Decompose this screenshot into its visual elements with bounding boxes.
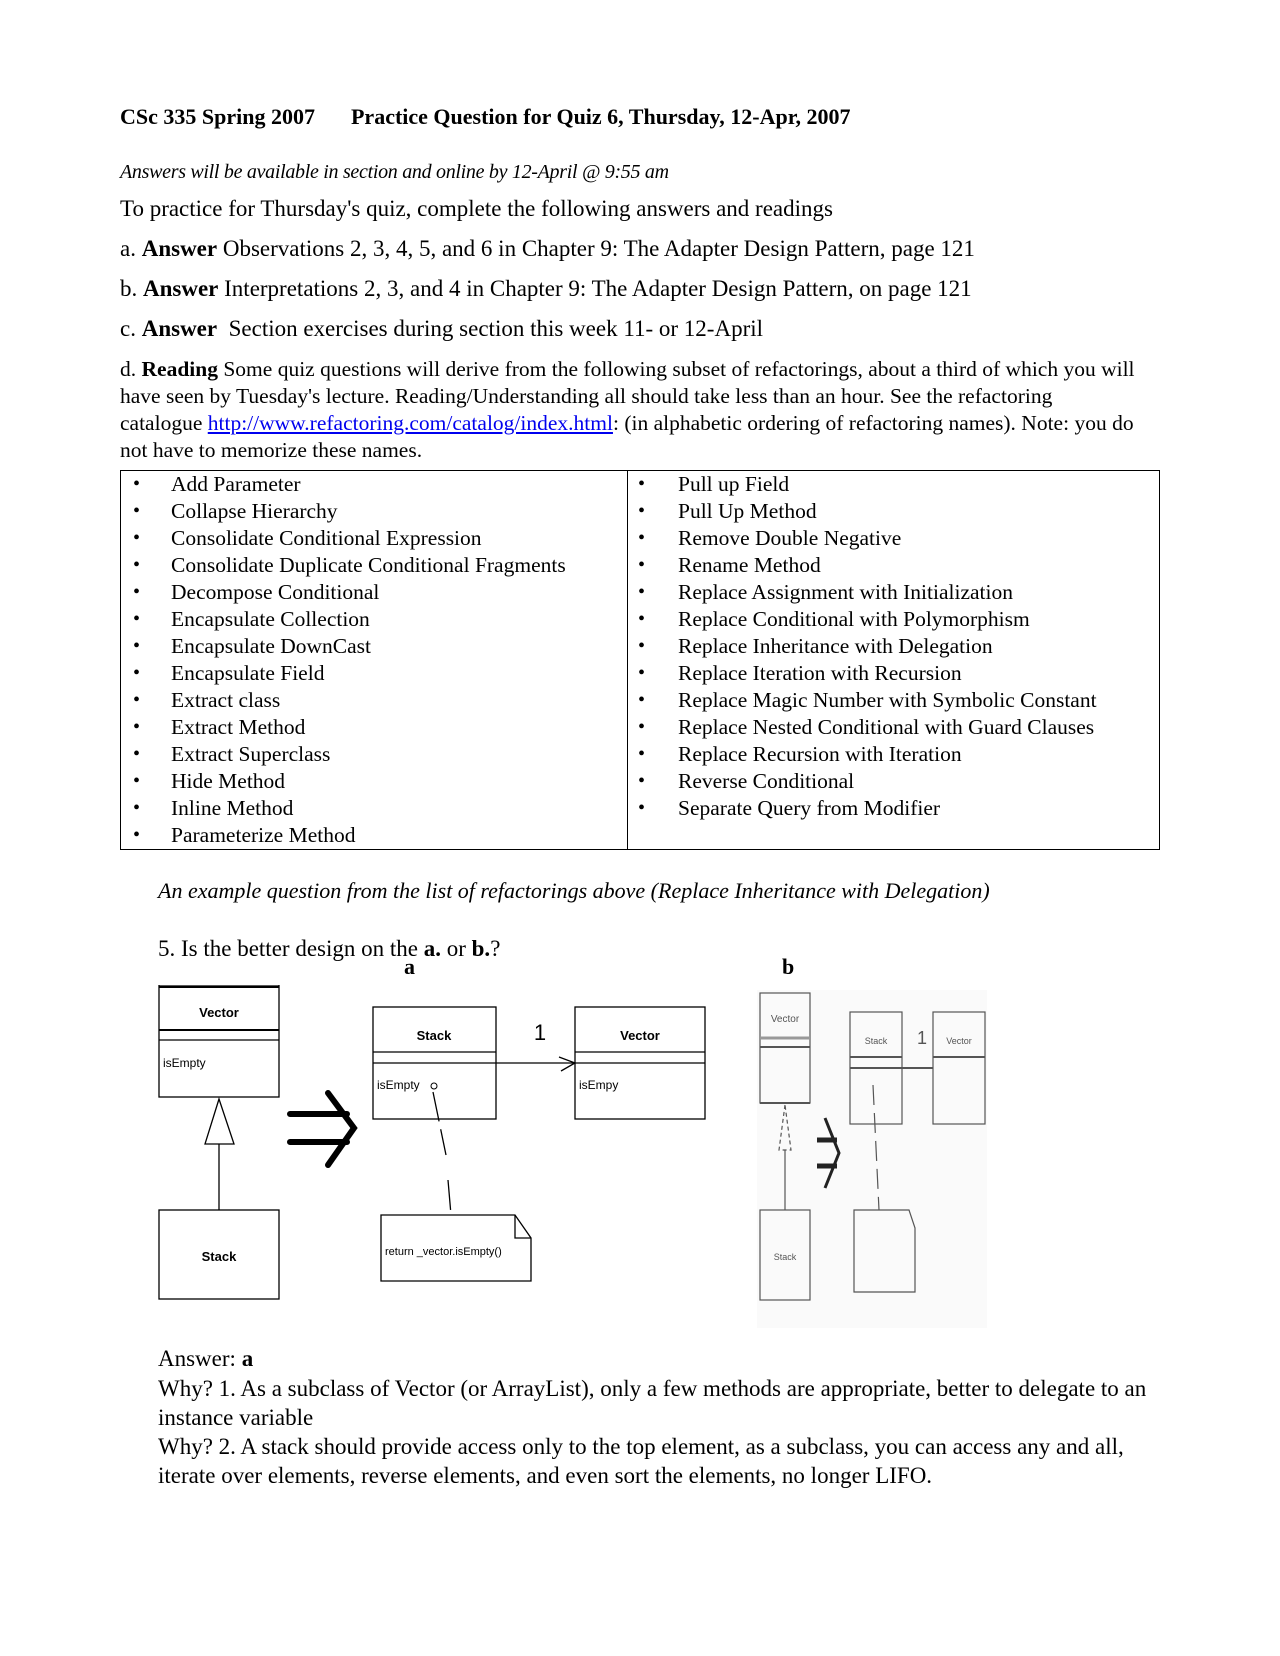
stack-class-name: Stack — [201, 1249, 237, 1264]
vector-class-name: Vector — [199, 1005, 239, 1020]
refactoring-name: Consolidate Duplicate Conditional Fragments — [171, 553, 566, 577]
refactoring-name: Replace Magic Number with Symbolic Constant — [678, 688, 1097, 712]
bullet-icon: • — [133, 743, 141, 765]
refactoring-name: Inline Method — [171, 796, 294, 820]
refactorings-list-left — [121, 471, 627, 849]
diagram-label-a: a — [404, 954, 415, 979]
refactoring-name: Parameterize Method — [171, 823, 356, 847]
refactoring-item — [628, 741, 1159, 768]
refactoring-name: Separate Query from Modifier — [678, 796, 941, 820]
refactoring-name: Rename Method — [678, 553, 821, 577]
availability-note: Answers will be available in section and online by 12-April @ 9:55 am — [120, 161, 669, 183]
refactoring-name: Add Parameter — [171, 472, 301, 496]
refactoring-item — [628, 768, 1159, 795]
bullet-icon: • — [638, 635, 646, 657]
vector-method: isEmpty — [163, 1056, 206, 1070]
refactoring-name: Encapsulate Collection — [171, 607, 370, 631]
refactorings-column-left — [121, 471, 628, 850]
task-c — [120, 316, 763, 342]
bullet-icon: • — [638, 527, 646, 549]
refactoring-item — [628, 687, 1159, 714]
refactoring-name: Extract Superclass — [171, 742, 331, 766]
refactoring-catalog-link[interactable]: http://www.refactoring.com/catalog/index.html — [207, 411, 613, 435]
refactoring-item — [628, 552, 1159, 579]
task-prefix: c. — [120, 316, 136, 341]
refactoring-name: Replace Assignment with Initialization — [678, 580, 1013, 604]
answer-why-1: Why? 1. As a subclass of Vector (or ArrayList), only a few methods are appropriate, better to delegate to an instance variable — [158, 1376, 1147, 1430]
refactoring-item — [628, 471, 1159, 498]
refactoring-name: Hide Method — [171, 769, 286, 793]
refactoring-item — [628, 795, 1159, 822]
bullet-icon: • — [133, 527, 141, 549]
task-b — [120, 276, 972, 302]
question-number: 5. — [158, 936, 176, 961]
refactoring-item — [121, 741, 627, 768]
refactorings-list-right — [628, 471, 1159, 822]
refactoring-name: Replace Inheritance with Delegation — [678, 634, 993, 658]
refactoring-item — [121, 768, 627, 795]
task-text: Section exercises during section this week 11- or 12-April — [217, 316, 764, 341]
task-prefix: a. — [120, 236, 136, 261]
vector-class-name-after: Vector — [620, 1028, 660, 1043]
bullet-icon: • — [638, 797, 646, 819]
refactoring-item — [628, 606, 1159, 633]
bullet-icon: • — [133, 608, 141, 630]
refactoring-item — [628, 498, 1159, 525]
answer-why-2: Why? 2. A stack should provide access only to the top element, as a subclass, you can access any and all, iterate over elements, reverse elements, and even sort the elements, no longer LIFO. — [158, 1434, 1124, 1488]
refactoring-name: Pull up Field — [678, 472, 790, 496]
stack-class-name-b: Stack — [773, 1252, 797, 1262]
refactorings-column-right — [628, 471, 1160, 850]
task-prefix: b. — [120, 276, 138, 301]
refactoring-item — [121, 471, 627, 498]
bullet-icon: • — [638, 689, 646, 711]
bullet-icon: • — [638, 743, 646, 765]
refactoring-name: Decompose Conditional — [171, 580, 380, 604]
bullet-icon: • — [133, 581, 141, 603]
bullet-icon: • — [133, 689, 141, 711]
refactoring-item — [121, 606, 627, 633]
reading-text-end: : (in alphabetic ordering of refactoring names). Note: you do not have to memorize these names. — [120, 411, 1134, 462]
refactoring-name: Replace Iteration with Recursion — [678, 661, 962, 685]
refactorings-table — [120, 470, 1160, 850]
refactoring-item — [121, 822, 627, 849]
example-intro: An example question from the list of refactorings above (Replace Inheritance with Delegation) — [158, 878, 990, 903]
task-text: Interpretations 2, 3, and 4 in Chapter 9: The Adapter Design Pattern, on page 121 — [218, 276, 972, 301]
vector-class-name-b: Vector — [770, 1014, 800, 1025]
refactoring-name: Extract Method — [171, 715, 306, 739]
refactoring-item — [121, 714, 627, 741]
bullet-icon: • — [638, 662, 646, 684]
multiplicity-b: 1 — [916, 1028, 928, 1048]
bullet-icon: • — [133, 824, 141, 846]
question-text: Is the better design on the — [175, 936, 424, 961]
refactoring-item — [628, 525, 1159, 552]
refactoring-name: Consolidate Conditional Expression — [171, 526, 482, 550]
refactoring-item — [121, 552, 627, 579]
refactoring-name: Encapsulate Field — [171, 661, 325, 685]
task-a — [120, 236, 975, 262]
diagram-label-b: b — [782, 954, 795, 979]
reading-text: Some quiz questions will derive from the following subset of refactorings, about a third of which you will have seen by Tuesday's lecture. Reading/Understanding all should take less than an hour. See the refactoring catalogue — [120, 357, 1135, 435]
bullet-icon: • — [638, 581, 646, 603]
bullet-icon: • — [638, 554, 646, 576]
vector-class-box — [159, 985, 279, 1097]
refactoring-item — [628, 633, 1159, 660]
stack-class-name-after: Stack — [416, 1028, 452, 1043]
bullet-icon: • — [638, 473, 646, 495]
bullet-icon: • — [638, 770, 646, 792]
bullet-icon: • — [638, 716, 646, 738]
stack-class-name-after-b: Stack — [864, 1036, 888, 1046]
task-keyword: Answer — [143, 276, 219, 301]
question-text: or — [440, 936, 472, 961]
bullet-icon: • — [133, 797, 141, 819]
refactoring-name: Replace Conditional with Polymorphism — [678, 607, 1030, 631]
bullet-icon: • — [638, 500, 646, 522]
bullet-icon: • — [133, 500, 141, 522]
course-label: CSc 335 Spring 2007 — [120, 104, 315, 129]
refactoring-item — [121, 633, 627, 660]
refactoring-item — [628, 660, 1159, 687]
refactoring-name: Replace Nested Conditional with Guard Clauses — [678, 715, 1095, 739]
quiz-title: Practice Question for Quiz 6, Thursday, 12-Apr, 2007 — [350, 104, 851, 129]
refactoring-item — [121, 795, 627, 822]
answer-value: a — [241, 1346, 254, 1371]
refactoring-item — [628, 579, 1159, 606]
task-d-reading — [120, 356, 1140, 464]
option-a: a. — [423, 936, 441, 961]
refactoring-item — [121, 498, 627, 525]
refactoring-name: Pull Up Method — [678, 499, 817, 523]
vector-class-name-after-b: Vector — [946, 1036, 972, 1046]
vector-method-after: isEmpy — [579, 1078, 619, 1092]
refactoring-name: Replace Recursion with Iteration — [678, 742, 962, 766]
refactoring-item — [121, 579, 627, 606]
inheritance-arrow-icon — [205, 1099, 234, 1144]
refactoring-name: Collapse Hierarchy — [171, 499, 338, 523]
uml-diagram-b — [757, 990, 987, 1330]
task-prefix: d. — [120, 357, 137, 381]
bullet-icon: • — [133, 770, 141, 792]
stack-method-after: isEmpty — [377, 1078, 420, 1092]
task-keyword: Answer — [141, 236, 218, 261]
multiplicity: 1 — [533, 1020, 547, 1045]
task-keyword: Answer — [141, 316, 218, 341]
answer-label: Answer: — [158, 1346, 242, 1371]
refactoring-name: Encapsulate DownCast — [171, 634, 372, 658]
refactor-arrow-icon — [290, 1093, 354, 1165]
document-title — [120, 104, 850, 130]
refactoring-item — [121, 660, 627, 687]
refactoring-item — [121, 687, 627, 714]
refactoring-name: Reverse Conditional — [678, 769, 855, 793]
refactoring-item — [628, 714, 1159, 741]
question-text: ? — [490, 936, 501, 961]
intro-text: To practice for Thursday's quiz, complete the following answers and readings — [120, 196, 833, 221]
uml-diagram-a — [150, 985, 710, 1305]
question-5 — [158, 936, 500, 962]
bullet-icon: • — [133, 635, 141, 657]
refactoring-name: Extract class — [171, 688, 281, 712]
task-keyword: Reading — [141, 357, 218, 381]
bullet-icon: • — [133, 662, 141, 684]
bullet-icon: • — [133, 554, 141, 576]
bullet-icon: • — [133, 716, 141, 738]
bullet-icon: • — [638, 608, 646, 630]
answer-line — [158, 1346, 253, 1372]
option-b: b. — [471, 936, 491, 961]
refactoring-item — [121, 525, 627, 552]
bullet-icon: • — [133, 473, 141, 495]
note-text: return _vector.isEmpty() — [385, 1246, 502, 1258]
task-text: Observations 2, 3, 4, 5, and 6 in Chapter 9: The Adapter Design Pattern, page 121 — [217, 236, 975, 261]
refactoring-name: Remove Double Negative — [678, 526, 902, 550]
